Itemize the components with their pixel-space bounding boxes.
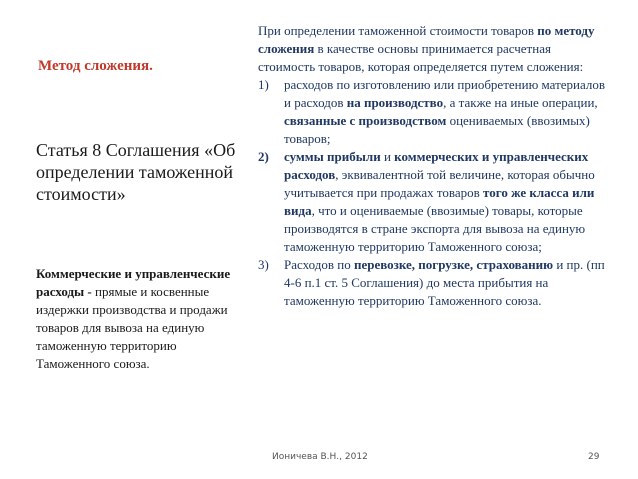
intro-bold-1: по методу сложения xyxy=(258,23,595,56)
item-text: , а также на иные операции, xyxy=(443,95,598,110)
list-marker: 1) xyxy=(258,77,269,92)
item-bold: суммы прибыли xyxy=(284,149,381,164)
list-item xyxy=(258,256,608,310)
main-text xyxy=(258,22,608,310)
list-item xyxy=(258,76,608,148)
item-text: оцениваемых (ввозимых) товаров; xyxy=(284,113,590,146)
note-body: прямые и косвенные издержки производства и продажи товаров для вывоза на единую таможенную территорию Таможенного союза. xyxy=(36,284,228,371)
item-text: Расходов по xyxy=(284,257,354,272)
item-bold: на производство xyxy=(346,95,444,110)
item-bold: перевозке, погрузке, страхованию xyxy=(353,257,554,272)
intro-paragraph xyxy=(258,22,608,76)
column-divider xyxy=(250,0,254,479)
left-panel xyxy=(0,0,250,479)
intro-text-2: в качестве основы принимается расчетная стоимость товаров, которая определяется путем сложения: xyxy=(258,41,584,74)
page-number: 29 xyxy=(588,452,600,462)
item-text: и пр. (пп 4-6 п.1 ст. 5 Соглашения) до места прибытия на таможенную территорию Таможенного союза. xyxy=(284,257,605,308)
article-title: Статья 8 Соглашения «Об определении таможенной стоимости» xyxy=(36,140,236,204)
item-text: , эквивалентной той величине, которая обычно учитывается при продажах товаров xyxy=(284,167,595,200)
list-marker: 3) xyxy=(258,257,269,272)
list-marker: 2) xyxy=(258,149,269,164)
item-text: расходов по изготовлению или приобретению материалов и расходов xyxy=(284,77,606,110)
note-heading: Коммерческие и управленческие расходы - xyxy=(36,266,231,299)
intro-text-1: При определении таможенной стоимости товаров xyxy=(258,23,538,38)
components-list xyxy=(258,76,608,310)
item-bold: того же класса или вида xyxy=(284,185,595,218)
list-item xyxy=(258,148,608,256)
definition-note xyxy=(36,265,241,373)
item-bold: коммерческих и управленческих расходов xyxy=(284,149,589,182)
method-title: Метод сложения. xyxy=(38,58,153,74)
item-text: , что и оцениваемые (ввозимые) товары, которые производятся в стране экспорта для вывоза на единую таможенную территорию Таможенного союза; xyxy=(284,203,586,254)
item-text: и xyxy=(380,149,395,164)
item-bold: связанные с производством xyxy=(284,113,447,128)
footer-author: Ионичева В.Н., 2012 xyxy=(272,452,368,462)
